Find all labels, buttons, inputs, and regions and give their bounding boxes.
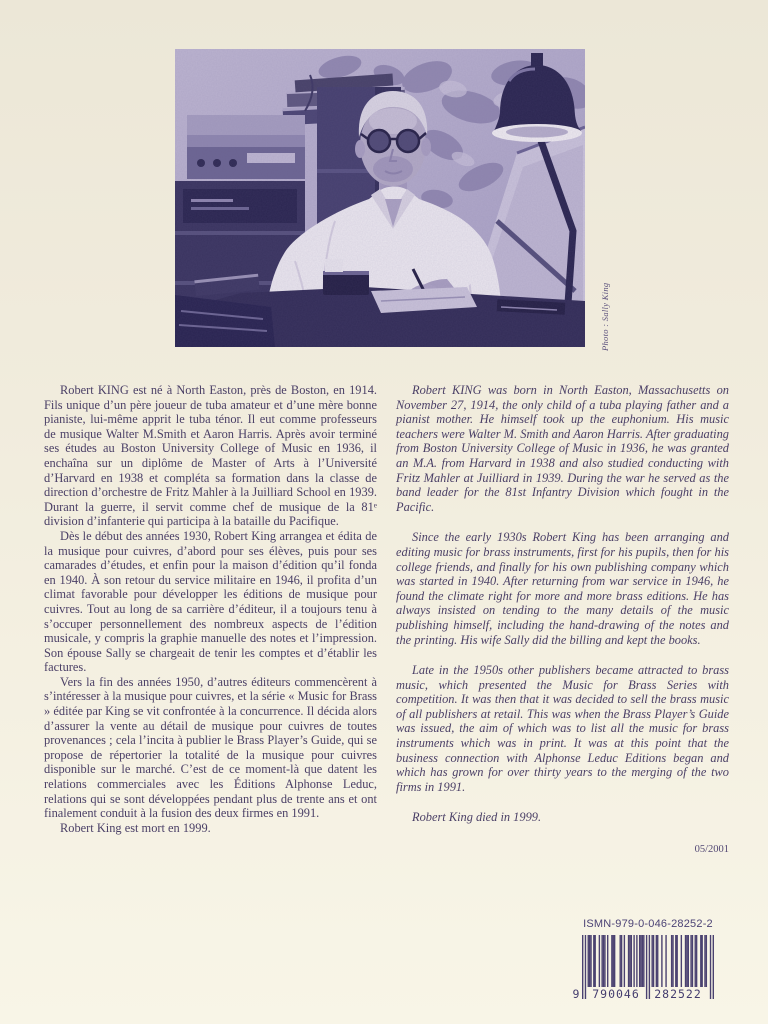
barcode-group-left: 790046	[592, 987, 640, 1001]
barcode-group-right: 282522	[654, 987, 702, 1001]
photo-robert-king	[175, 49, 585, 347]
french-paragraph-1: Robert KING est né à North Easton, près de Boston, en 1914. Fils unique d’un père joueur de tuba amateur et d’une mère bonne pianiste, lui-même apprit le tuba ténor. Il eut comme professeurs de musique Walter M.Smith et Aaron Harris. Après avoir terminé ses études au Boston University College of Music en 1936, il enchaîna sur un diplôme de Master of Arts à l’Université d’Harvard en 1938 et compléta sa formation dans la classe de direction d’orchestre de Fritz Mahler à la Juilliard School en 1939. Durant la guerre, il servit comme chef de musique de la 81ᵉ division d’infanterie qui participa à la bataille du Pacifique.	[44, 383, 377, 529]
barcode-digits	[572, 987, 714, 1001]
french-paragraph-4: Robert King est mort en 1999.	[60, 820, 211, 835]
photo-credit: Photo : Sally King	[600, 282, 610, 351]
french-paragraph-2: Dès le début des années 1930, Robert King arrangea et édita de la musique pour cuivres, d’abord pour ses élèves, puis pour ses camarades d’études, et enfin pour la maison d’édition qu’il fonda en 1940. À son retour du service militaire en 1946, il profita d’un climat favorable pour développer les éditions de musique pour cuivres. Tout au long de sa carrière d’éditeur, il a toujours tenu à s’occuper personnellement des nombreux aspects de l’édition musicale, y compris la graphie manuelle des notes et l’impression. Son épouse Sally se chargeait de tenir les comptes et d’établir les factures.	[44, 528, 377, 675]
english-paragraph-4: Robert King died in 1999.	[412, 810, 542, 825]
barcode-block	[572, 918, 718, 1006]
english-column	[396, 383, 729, 858]
french-paragraph-3: Vers la fin des années 1950, d’autres éditeurs commencèrent à s’intéresser à la musique pour cuivres, et la série « Music for Brass » éditée par King se vit confrontée à la concurrence. Il décida alors d’assurer la vente au détail de musique pour cuivres de toutes provenances ; cela l’incita à publier le Brass Player’s Guide, qui se propose de répertorier la totalité de la musique pour cuivres disponible sur le marché. C’est de ce moment-là que datent les relations commerciales avec les Éditions Alphonse Leduc, relations qui se sont développées pendant plus de trente ans et ont finalement conduit à la fusion des deux firmes en 1991.	[44, 674, 377, 821]
photo-grain	[175, 49, 585, 347]
ismn-number: ISMN-979-0-046-28252-2	[583, 918, 713, 930]
print-code: 05/2001	[694, 844, 729, 856]
english-paragraph-1: Robert KING was born in North Easton, Massachusetts on November 27, 1914, the only child of a tuba playing father and a pianist mother. He himself took up the euphonium. His music teachers were Walter M. Smith and Aaron Harris. After graduating from Boston University College of Music in 1936, he was granted an M.A. from Harvard in 1938 and also studied conducting with Fritz Mahler at Juilliard in 1939. During the war he served as the band leader for the 81st Infantry Division which fought in the Pacific.	[396, 383, 729, 514]
barcode-lead-digit: 9	[572, 987, 580, 1001]
french-column	[44, 383, 377, 835]
english-paragraph-3: Late in the 1950s other publishers became attracted to brass music, which presented the Music for Brass Series with competition. It was then that it was decided to sell the brass music of all publishers at retail. This was when the Brass Player’s Guide was issued, the aim of which was to list all the music for brass instruments which was in print. It was at this point that the business connection with Alphonse Leduc Editions began and which has grown for over thirty years to the merging of the two firms in 1991.	[396, 663, 729, 794]
english-paragraph-2: Since the early 1930s Robert King has been arranging and editing music for brass instruments, first for his pupils, then for his college friends, and finally for his own publishing company which was started in 1940. After returning from war service in 1946, he found the climate right for more and more brass editions. He has always insisted on tending to the many details of the music publishing himself, including the hand-drawing of the notes and the printing. His wife Sally did the billing and kept the books.	[396, 530, 729, 647]
photo-illustration	[175, 49, 585, 347]
